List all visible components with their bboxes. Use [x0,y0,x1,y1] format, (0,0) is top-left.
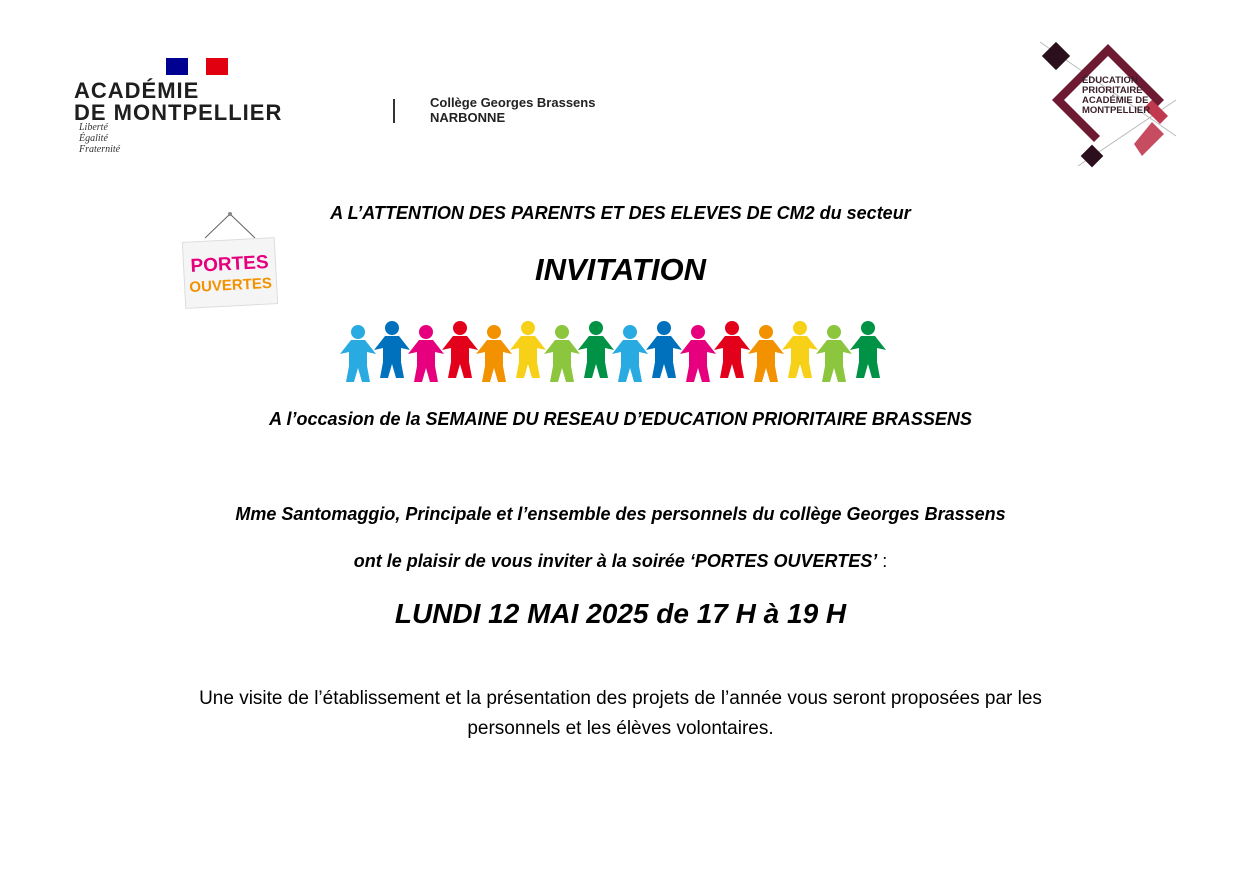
rep-logo-text: ÉDUCATION PRIORITAIRE ACADÉMIE DE MONTPELLIER [1082,75,1151,116]
marianne-flag-icon [166,58,228,75]
paper-person-icon [714,321,750,378]
paper-person-icon [680,325,716,382]
visit-description-line2: personnels et les élèves volontaires. [467,718,774,739]
academie-name-line2: DE MONTPELLIER [74,100,283,125]
paper-person-icon [510,321,546,378]
motto-liberte: Liberté [79,122,108,133]
paper-person-icon [476,325,512,382]
college-block [430,95,595,125]
people-chain-illustration [338,318,888,384]
paper-person-icon [816,325,852,382]
academie-name-line1: ACADÉMIE [74,78,200,103]
sign-line2: OUVERTES [189,274,273,297]
paper-person-icon [442,321,478,378]
paper-person-icon [578,321,614,378]
principal-line: Mme Santomaggio, Principale et l’ensemble des personnels du collège Georges Brassens [235,504,1006,524]
attention-line: A L’ATTENTION DES PARENTS ET DES ELEVES DE CM2 du secteur [330,203,911,223]
paper-person-icon [612,325,648,382]
paper-person-icon [340,325,376,382]
paper-person-icon [782,321,818,378]
college-name: Collège Georges Brassens [430,95,596,110]
visit-description-line1: Une visite de l’établissement et la présentation des projets de l’année vous seront proposées par les [199,688,1042,709]
paper-person-icon [850,321,886,378]
paper-person-icon [544,325,580,382]
paper-person-icon [408,325,444,382]
event-date: LUNDI 12 MAI 2025 de 17 H à 19 H [394,598,847,629]
paper-person-icon [748,325,784,382]
motto-fraternite: Fraternité [79,144,121,155]
paper-person-icon [374,321,410,378]
invitation-line: ont le plaisir de vous inviter à la soirée ‘PORTES OUVERTES’ : [353,551,888,571]
occasion-line: A l’occasion de la SEMAINE DU RESEAU D’EDUCATION PRIORITAIRE BRASSENS [269,409,972,429]
invitation-title: INVITATION [534,252,707,287]
motto-egalite: Égalité [79,133,108,144]
header-separator [393,99,395,123]
college-city: NARBONNE [430,110,506,125]
academie-montpellier-logo [74,58,324,158]
sign-line1: PORTES [189,251,270,278]
paper-person-icon [646,321,682,378]
